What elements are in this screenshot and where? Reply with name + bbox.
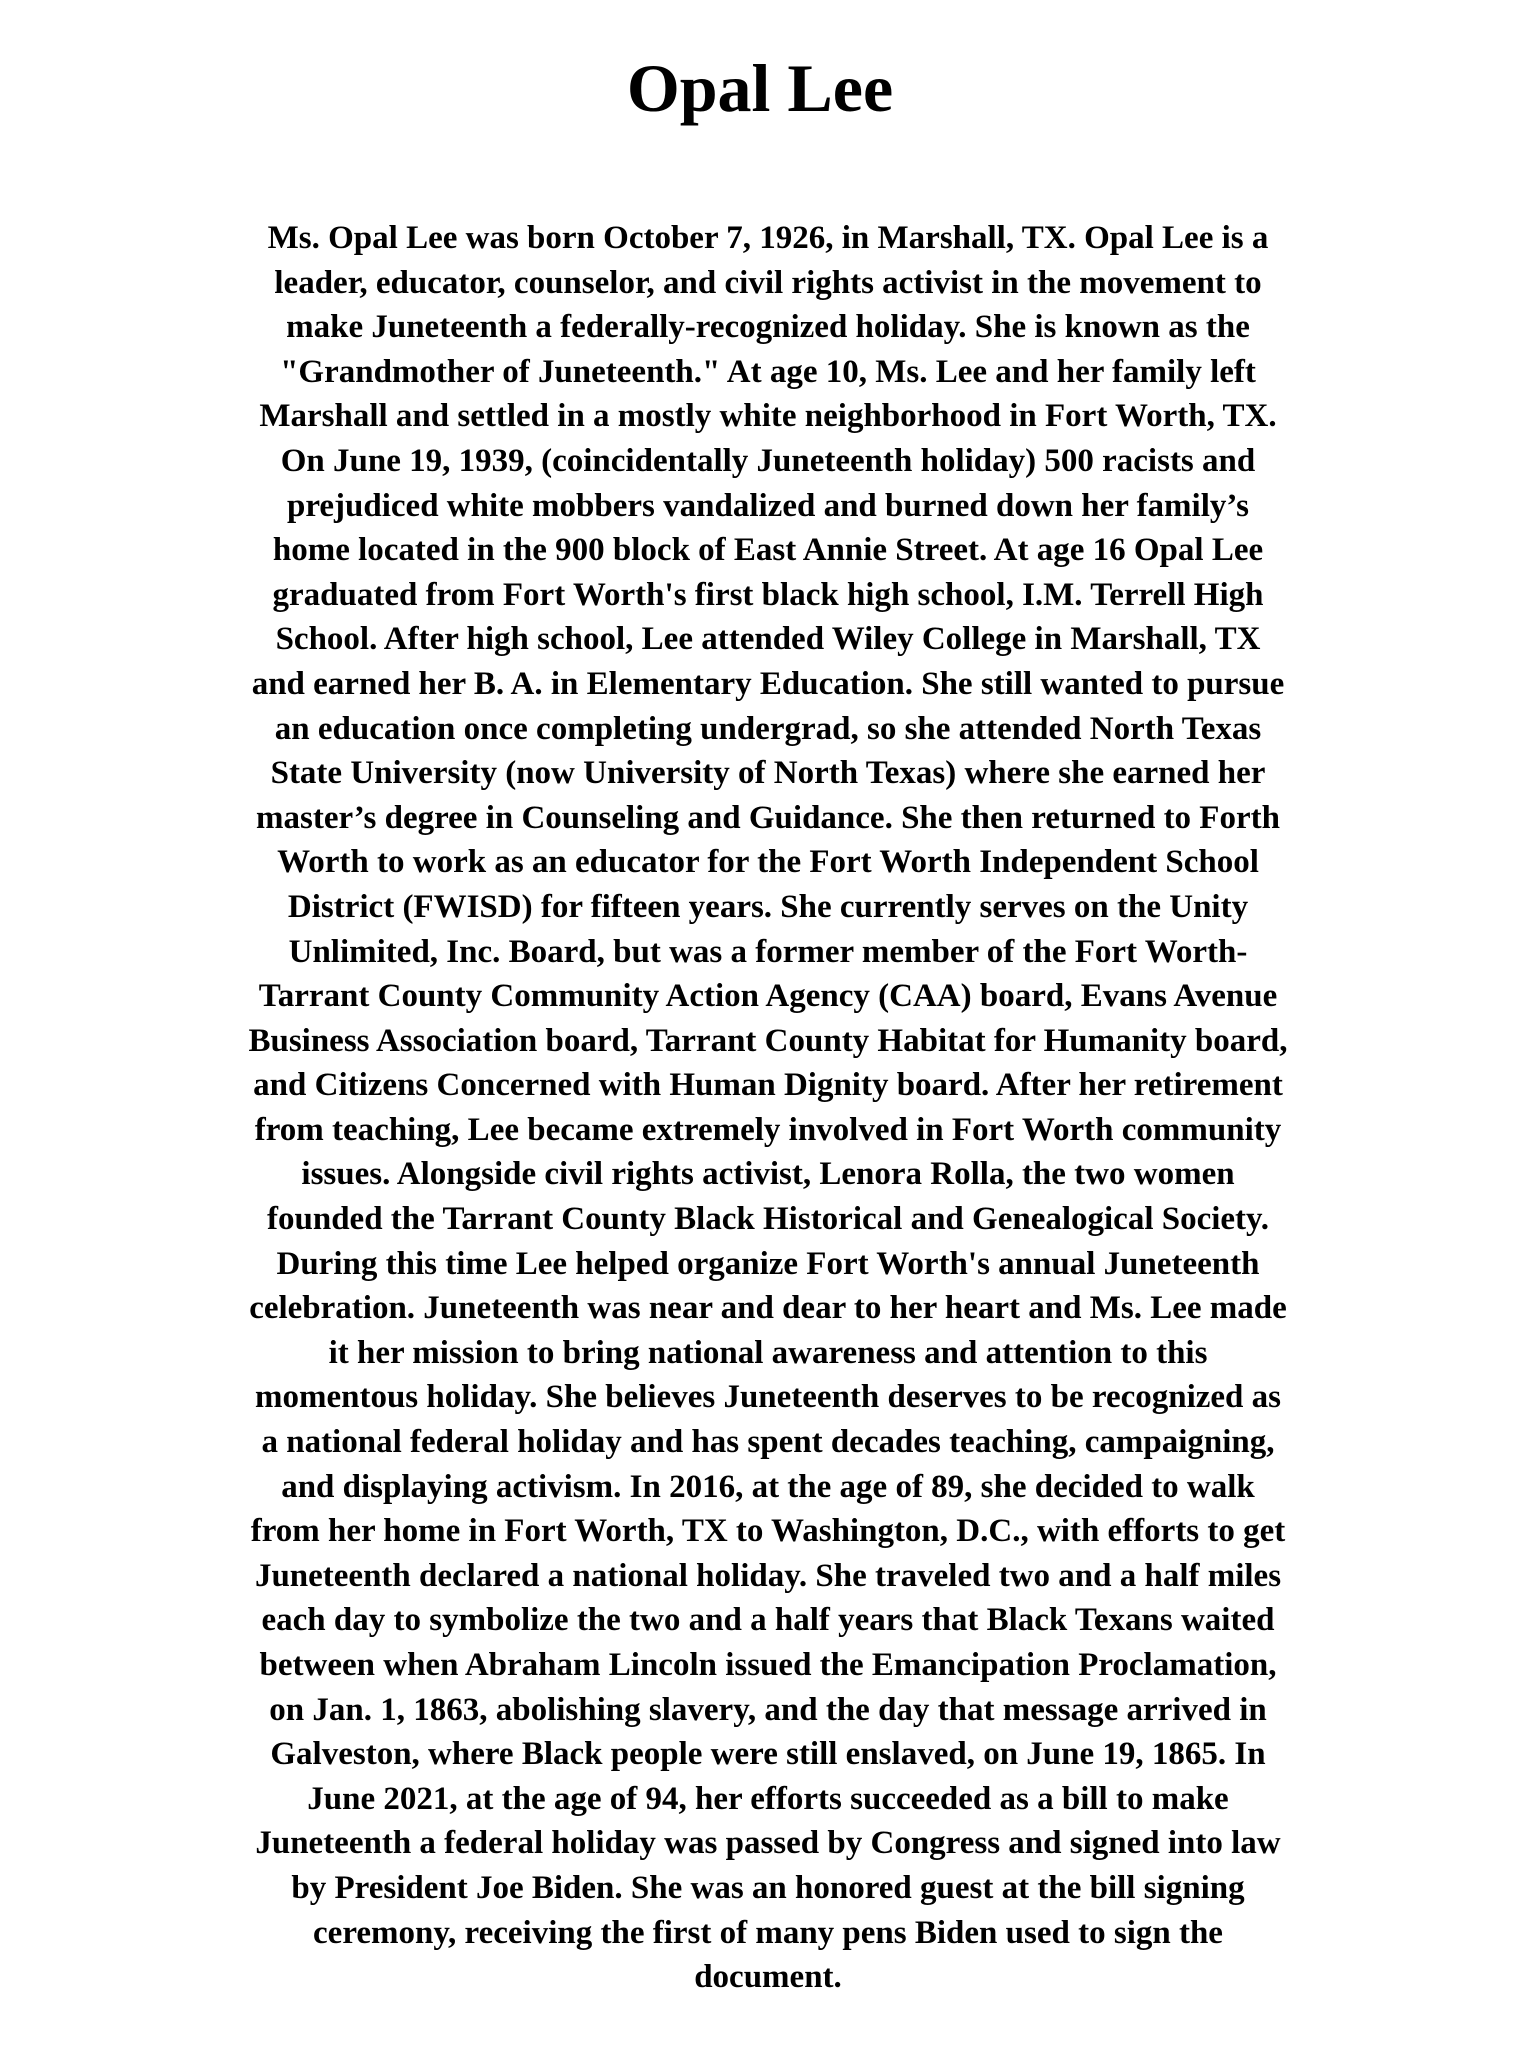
- paragraph-line: by President Joe Biden. She was an honored guest at the bill signing: [291, 1869, 1245, 1906]
- paragraph-line: "Grandmother of Juneteenth." At age 10, Ms. Lee and her family left: [280, 353, 1256, 390]
- paragraph-line: master’s degree in Counseling and Guidance. She then returned to Forth: [256, 799, 1280, 836]
- paragraph-line: each day to symbolize the two and a half years that Black Texans waited: [261, 1602, 1275, 1639]
- paragraph-line: a national federal holiday and has spent decades teaching, campaigning,: [261, 1424, 1275, 1461]
- biography-paragraph: [0, 216, 1536, 2000]
- paragraph-line: On June 19, 1939, (coincidentally Juneteenth holiday) 500 racists and: [280, 442, 1256, 479]
- paragraph-line: celebration. Juneteenth was near and dear to her heart and Ms. Lee made: [249, 1290, 1287, 1327]
- paragraph-line: Worth to work as an educator for the Fort Worth Independent School: [277, 844, 1259, 881]
- paragraph-line: document.: [694, 1959, 842, 1996]
- paragraph-line: from her home in Fort Worth, TX to Washington, D.C., with efforts to get: [250, 1513, 1286, 1550]
- paragraph-line: Galveston, where Black people were still enslaved, on June 19, 1865. In: [270, 1736, 1266, 1773]
- paragraph-line: Marshall and settled in a mostly white neighborhood in Fort Worth, TX.: [259, 398, 1277, 435]
- paragraph-line: Ms. Opal Lee was born October 7, 1926, in Marshall, TX. Opal Lee is a: [267, 220, 1269, 256]
- paragraph-line: Juneteenth declared a national holiday. She traveled two and a half miles: [254, 1557, 1282, 1594]
- paragraph-line: and earned her B. A. in Elementary Education. She still wanted to pursue: [251, 665, 1285, 702]
- page-title: Opal Lee: [626, 50, 894, 126]
- paragraph-line: from teaching, Lee became extremely involved in Fort Worth community: [254, 1111, 1282, 1148]
- paragraph-line: on Jan. 1, 1863, abolishing slavery, and the day that message arrived in: [269, 1691, 1267, 1728]
- paragraph-line: make Juneteenth a federally-recognized holiday. She is known as the: [286, 309, 1250, 346]
- paragraph-line: an education once completing undergrad, so she attended North Texas: [274, 710, 1262, 747]
- paragraph-line: State University (now University of North Texas) where she earned her: [270, 755, 1266, 792]
- paragraph-line: founded the Tarrant County Black Historical and Genealogical Society.: [267, 1201, 1269, 1238]
- paragraph-line: momentous holiday. She believes Juneteenth deserves to be recognized as: [254, 1379, 1281, 1416]
- paragraph-line: it her mission to bring national awareness and attention to this: [328, 1334, 1208, 1371]
- paragraph-line: Tarrant County Community Action Agency (CAA) board, Evans Avenue: [258, 978, 1278, 1015]
- paragraph-line: Juneteenth a federal holiday was passed by Congress and signed into law: [255, 1825, 1281, 1862]
- paragraph-line: ceremony, receiving the first of many pens Biden used to sign the: [313, 1914, 1223, 1951]
- paragraph-line: District (FWISD) for fifteen years. She currently serves on the Unity: [287, 888, 1249, 925]
- paragraph-line: Unlimited, Inc. Board, but was a former member of the Fort Worth-: [288, 933, 1248, 970]
- paragraph-line: During this time Lee helped organize Fort Worth's annual Juneteenth: [276, 1245, 1260, 1282]
- paragraph-line: and Citizens Concerned with Human Dignity board. After her retirement: [253, 1067, 1283, 1104]
- paragraph-line: home located in the 900 block of East Annie Street. At age 16 Opal Lee: [272, 532, 1264, 569]
- paragraph-line: between when Abraham Lincoln issued the Emancipation Proclamation,: [259, 1647, 1277, 1683]
- paragraph-line: issues. Alongside civil rights activist, Lenora Rolla, the two women: [301, 1156, 1235, 1193]
- paragraph-line: June 2021, at the age of 94, her efforts succeeded as a bill to make: [307, 1780, 1229, 1817]
- paragraph-line: leader, educator, counselor, and civil rights activist in the movement to: [274, 264, 1262, 301]
- paragraph-line: and displaying activism. In 2016, at the age of 89, she decided to walk: [281, 1468, 1255, 1505]
- paragraph-line: prejudiced white mobbers vandalized and burned down her family’s: [287, 487, 1249, 524]
- paragraph-line: Business Association board, Tarrant County Habitat for Humanity board,: [248, 1022, 1288, 1059]
- paragraph-line: School. After high school, Lee attended Wiley College in Marshall, TX: [275, 621, 1261, 658]
- paragraph-line: graduated from Fort Worth's first black high school, I.M. Terrell High: [272, 576, 1264, 613]
